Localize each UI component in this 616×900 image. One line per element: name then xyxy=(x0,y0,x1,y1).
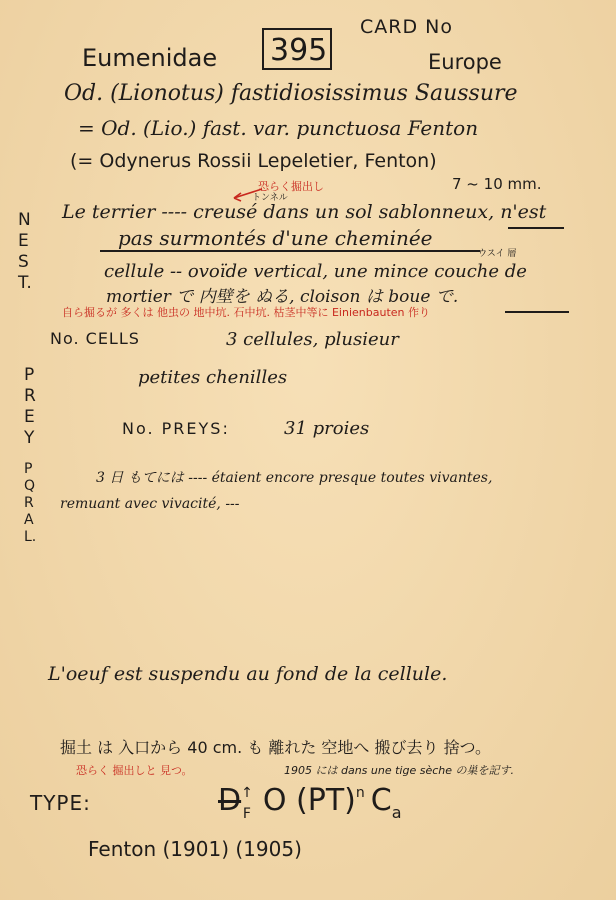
bottom-note: 掘土 は 入口から 40 cm. も 離れた 空地へ 搬び去り 捨つ。 xyxy=(60,738,491,757)
region: Europe xyxy=(428,50,502,74)
type-exp: n xyxy=(355,785,365,801)
nest-label xyxy=(18,212,32,296)
type-label: TYPE: xyxy=(30,791,91,815)
card-number: 395 xyxy=(270,33,328,68)
prey-letter: R xyxy=(24,386,36,406)
no-preys-label: No. PREYS: xyxy=(122,419,230,438)
size-range: 7 ~ 10 mm. xyxy=(452,175,542,193)
paral-line-2: remuant avec vivacité, --- xyxy=(60,496,240,512)
paral-line-1: 3 日 もてには ---- étaient encore presque toutes vivantes, xyxy=(96,470,493,486)
nest-line-2: pas surmontés d'une cheminée xyxy=(118,226,433,250)
underline-boue xyxy=(505,311,569,313)
no-cells-label: No. CELLS xyxy=(50,329,140,348)
type-sub-a: a xyxy=(391,803,402,822)
nest-letter: T. xyxy=(18,273,32,293)
type-c: C xyxy=(370,783,392,818)
type-sup-arrow: ↑ xyxy=(241,785,253,801)
prey-letter: Y xyxy=(24,428,35,448)
bottom-note-2: 1905 には dans une tige sèche の巣を記す. xyxy=(284,764,515,777)
family-name: Eumenidae xyxy=(82,44,218,72)
type-formula xyxy=(218,783,402,822)
paral-letter: L. xyxy=(24,529,37,545)
nest-line-3: cellule -- ovoïde vertical, une mince couche de xyxy=(104,261,527,282)
paral-letter: A xyxy=(24,512,34,528)
nest-line-1: Le terrier ---- creusé dans un sol sablonneux, n'est xyxy=(62,201,547,223)
card-no-label: CARD No xyxy=(360,16,453,38)
type-sub-f: F xyxy=(242,806,251,822)
paral-letter: R xyxy=(24,495,34,511)
paralysis-label xyxy=(24,462,36,547)
paral-letter: P xyxy=(24,461,33,477)
prey-line-1: petites chenilles xyxy=(138,367,288,388)
nest-line-4: mortier で 内壁を ぬる, cloison は boue で. xyxy=(106,287,459,307)
reference: Fenton (1901) (1905) xyxy=(88,837,302,861)
prey-label xyxy=(24,367,36,451)
nest-red-note: 自ら掘るが 多くは 他虫の 地中坑. 石中坑. 枯茎中等に Einienbauten 作り xyxy=(62,306,430,319)
prey-letter: E xyxy=(24,407,35,427)
egg-note: L'oeuf est suspendu au fond de la cellule. xyxy=(48,663,448,685)
nest-letter: S xyxy=(18,252,29,272)
type-op: O (PT) xyxy=(262,783,356,818)
type-d: D xyxy=(218,783,242,818)
nest-letter: N xyxy=(18,210,31,230)
synonym-line: = Od. (Lio.) fast. var. punctuosa Fenton xyxy=(78,116,479,140)
card-number-box xyxy=(262,28,332,70)
underline-nest xyxy=(508,227,564,229)
bottom-red-note: 恐らく 掘出しと 見つ。 xyxy=(76,764,193,777)
paral-letter: Q xyxy=(24,478,36,494)
underline-cheminee xyxy=(100,250,480,252)
tunnel-ruby: トンネル xyxy=(252,193,288,203)
creuse-annotation: 恐らく掘出し xyxy=(258,180,324,193)
no-preys-value: 31 proies xyxy=(284,418,370,439)
species-line: Od. (Lionotus) fastidiosissimus Saussure xyxy=(64,81,518,106)
prey-letter: P xyxy=(24,365,35,385)
thin-layer-ruby: ウスイ 層 xyxy=(478,249,517,259)
synonym-line-2: (= Odynerus Rossii Lepeletier, Fenton) xyxy=(70,150,437,172)
no-cells-value: 3 cellules, plusieur xyxy=(226,329,399,350)
nest-letter: E xyxy=(18,231,29,251)
